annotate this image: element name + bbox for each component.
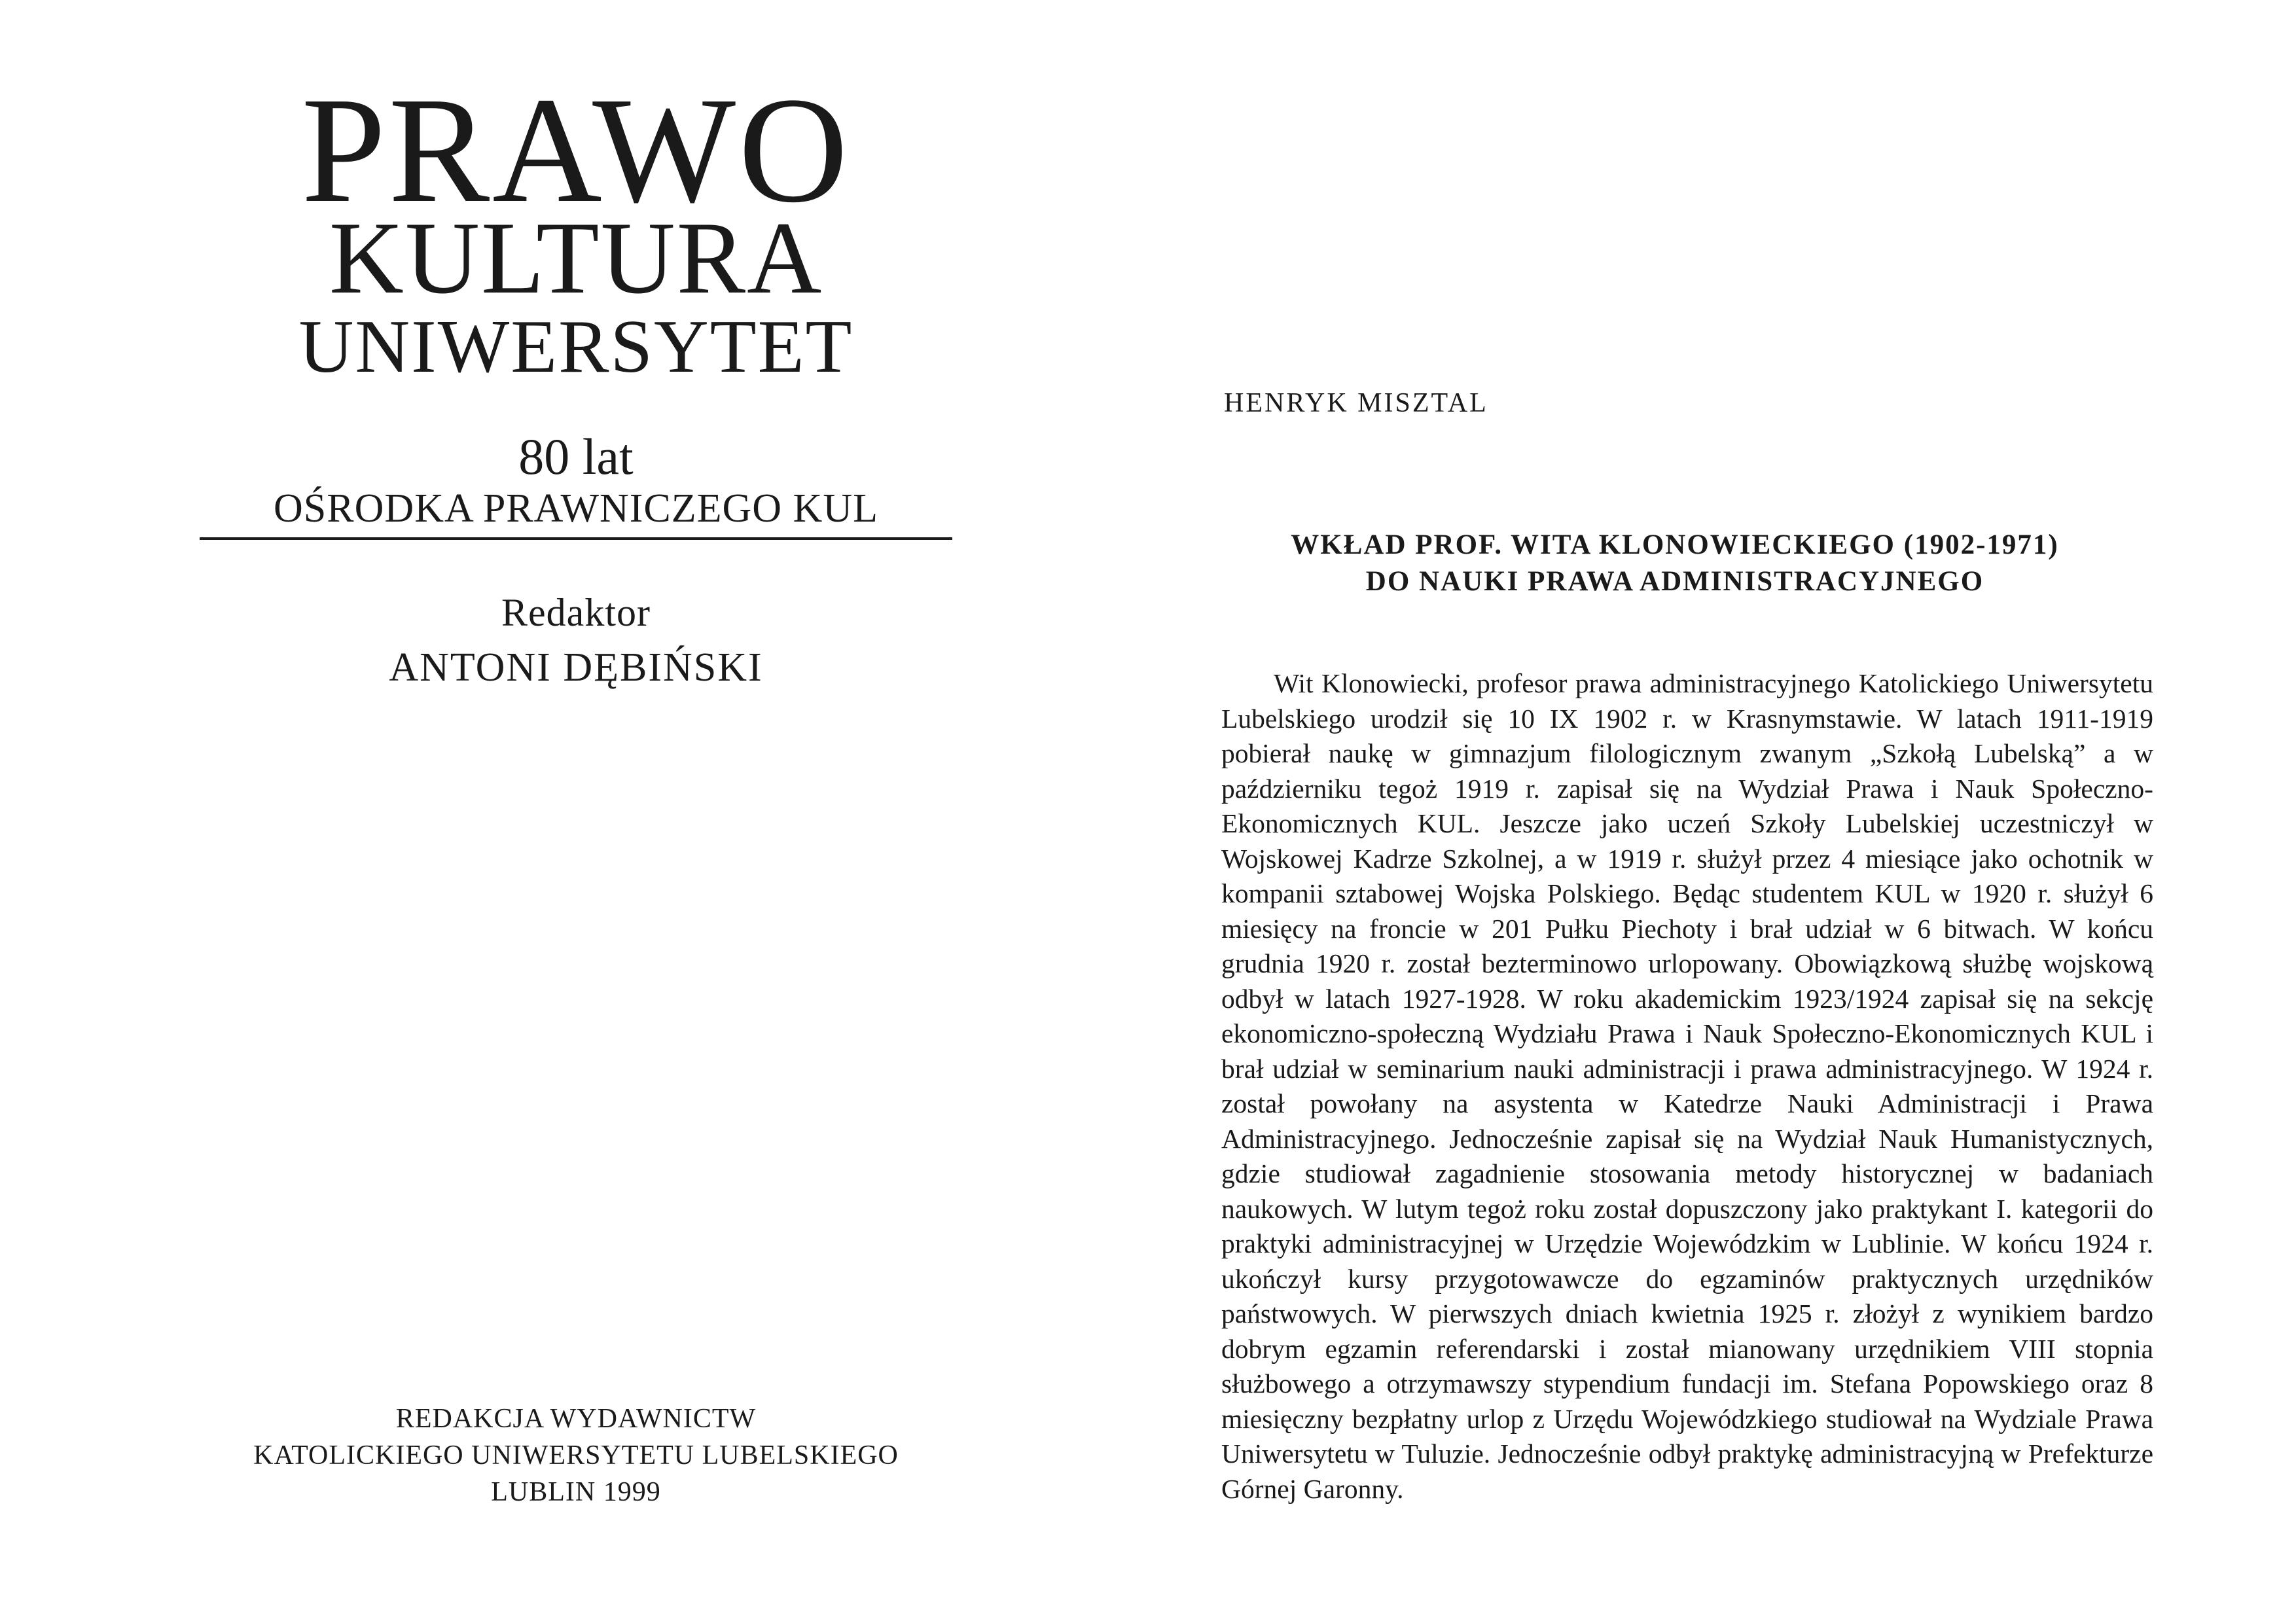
editor-label: Redaktor: [501, 591, 651, 634]
article-body: Wit Klonowiecki, profesor prawa administracyjnego Katolickiego Uniwersytetu Lubelskiego urodził się 10 IX 1902 r. w Krasnymstawie. W latach 1911-1919 pobierał naukę w gimnazjum filologicznym zwanym „Szkołą Lubelską” a w październiku tegoż 1919 r. zapisał się na Wydział Prawa i Nauk Społeczno-Ekonomicznych KUL. Jeszcze jako uczeń Szkoły Lubelskiej uczestniczył w Wojskowej Kadrze Szkolnej, a w 1919 r. służył przez 4 miesiące jako ochotnik w kompanii sztabowej Wojska Polskiego. Będąc studentem KUL w 1920 r. służył 6 miesięcy na froncie w 201 Pułku Piechoty i brał udział w 6 bitwach. W końcu grudnia 1920 r. został bezterminowo urlopowany. Obowiązkową służbę wojskową odbył w latach 1927-1928. W roku akademickim 1923/1924 zapisał się na sekcję ekonomiczno-społeczną Wydziału Prawa i Nauk Społeczno-Ekonomicznych KUL i brał udział w seminarium nauki administracji i prawa administracyjnego. W 1924 r. został powołany na asystenta w Katedrze Nauki Administracji i Prawa Administracyjnego. Jednocześnie zapisał się na Wydział Nauk Humanistycznych, gdzie studiował zagadnienie stosowania metody historycznej w badaniach naukowych. W lutym tegoż roku został dopuszczony jako praktykant I. kategorii do praktyki administracyjnej w Urzędzie Wojewódzkim w Lublinie. W końcu 1924 r. ukończył kursy przygotowawcze do egzaminów praktycznych urzędników państwowych. W pierwszych dniach kwietnia 1925 r. złożył z wynikiem bardzo dobrym egzamin referendarski i został mianowany urzędnikiem VIII stopnia służbowego a otrzymawszy stypendium fundacji im. Stefana Popowskiego oraz 8 miesięczny bezpłatny urlop z Urzędu Wojewódzkiego studiował na Wydziale Prawa Uniwersytetu w Tuluzie. Jednocześnie odbył praktykę administracyjną w Prefekturze Górnej Garonny.: [1221, 668, 2153, 1504]
book-title: [223, 66, 929, 389]
title-line-prawo: PRAWO: [301, 66, 851, 234]
center-name: OŚRODKA PRAWNICZEGO KUL: [274, 486, 878, 531]
publisher-info: [196, 1400, 956, 1510]
publisher-line: REDAKCJA WYDAWNICTW: [395, 1404, 757, 1434]
title-line-uniwersytet: UNIWERSYTET: [298, 305, 853, 389]
publisher-line: LUBLIN 1999: [491, 1477, 661, 1507]
article-author: HENRYK MISZTAL: [1224, 388, 1488, 418]
book-subtitle: [196, 429, 956, 540]
title-line-kultura: KULTURA: [329, 201, 823, 315]
article-title-line: DO NAUKI PRAWA ADMINISTRACYJNEGO: [1365, 566, 1984, 597]
article-title-line: WKŁAD PROF. WITA KLONOWIECKIEGO (1902-1971): [1291, 529, 2059, 560]
article-page: [1148, 0, 2296, 1623]
publisher-line: KATOLICKIEGO UNIWERSYTETU LUBELSKIEGO: [253, 1440, 899, 1471]
editor-info: [196, 589, 956, 694]
editor-name: ANTONI DĘBIŃSKI: [389, 645, 763, 690]
article-title: [1220, 527, 2130, 600]
subtitle-rule: [200, 537, 952, 540]
anniversary-text: 80 lat: [518, 428, 634, 485]
